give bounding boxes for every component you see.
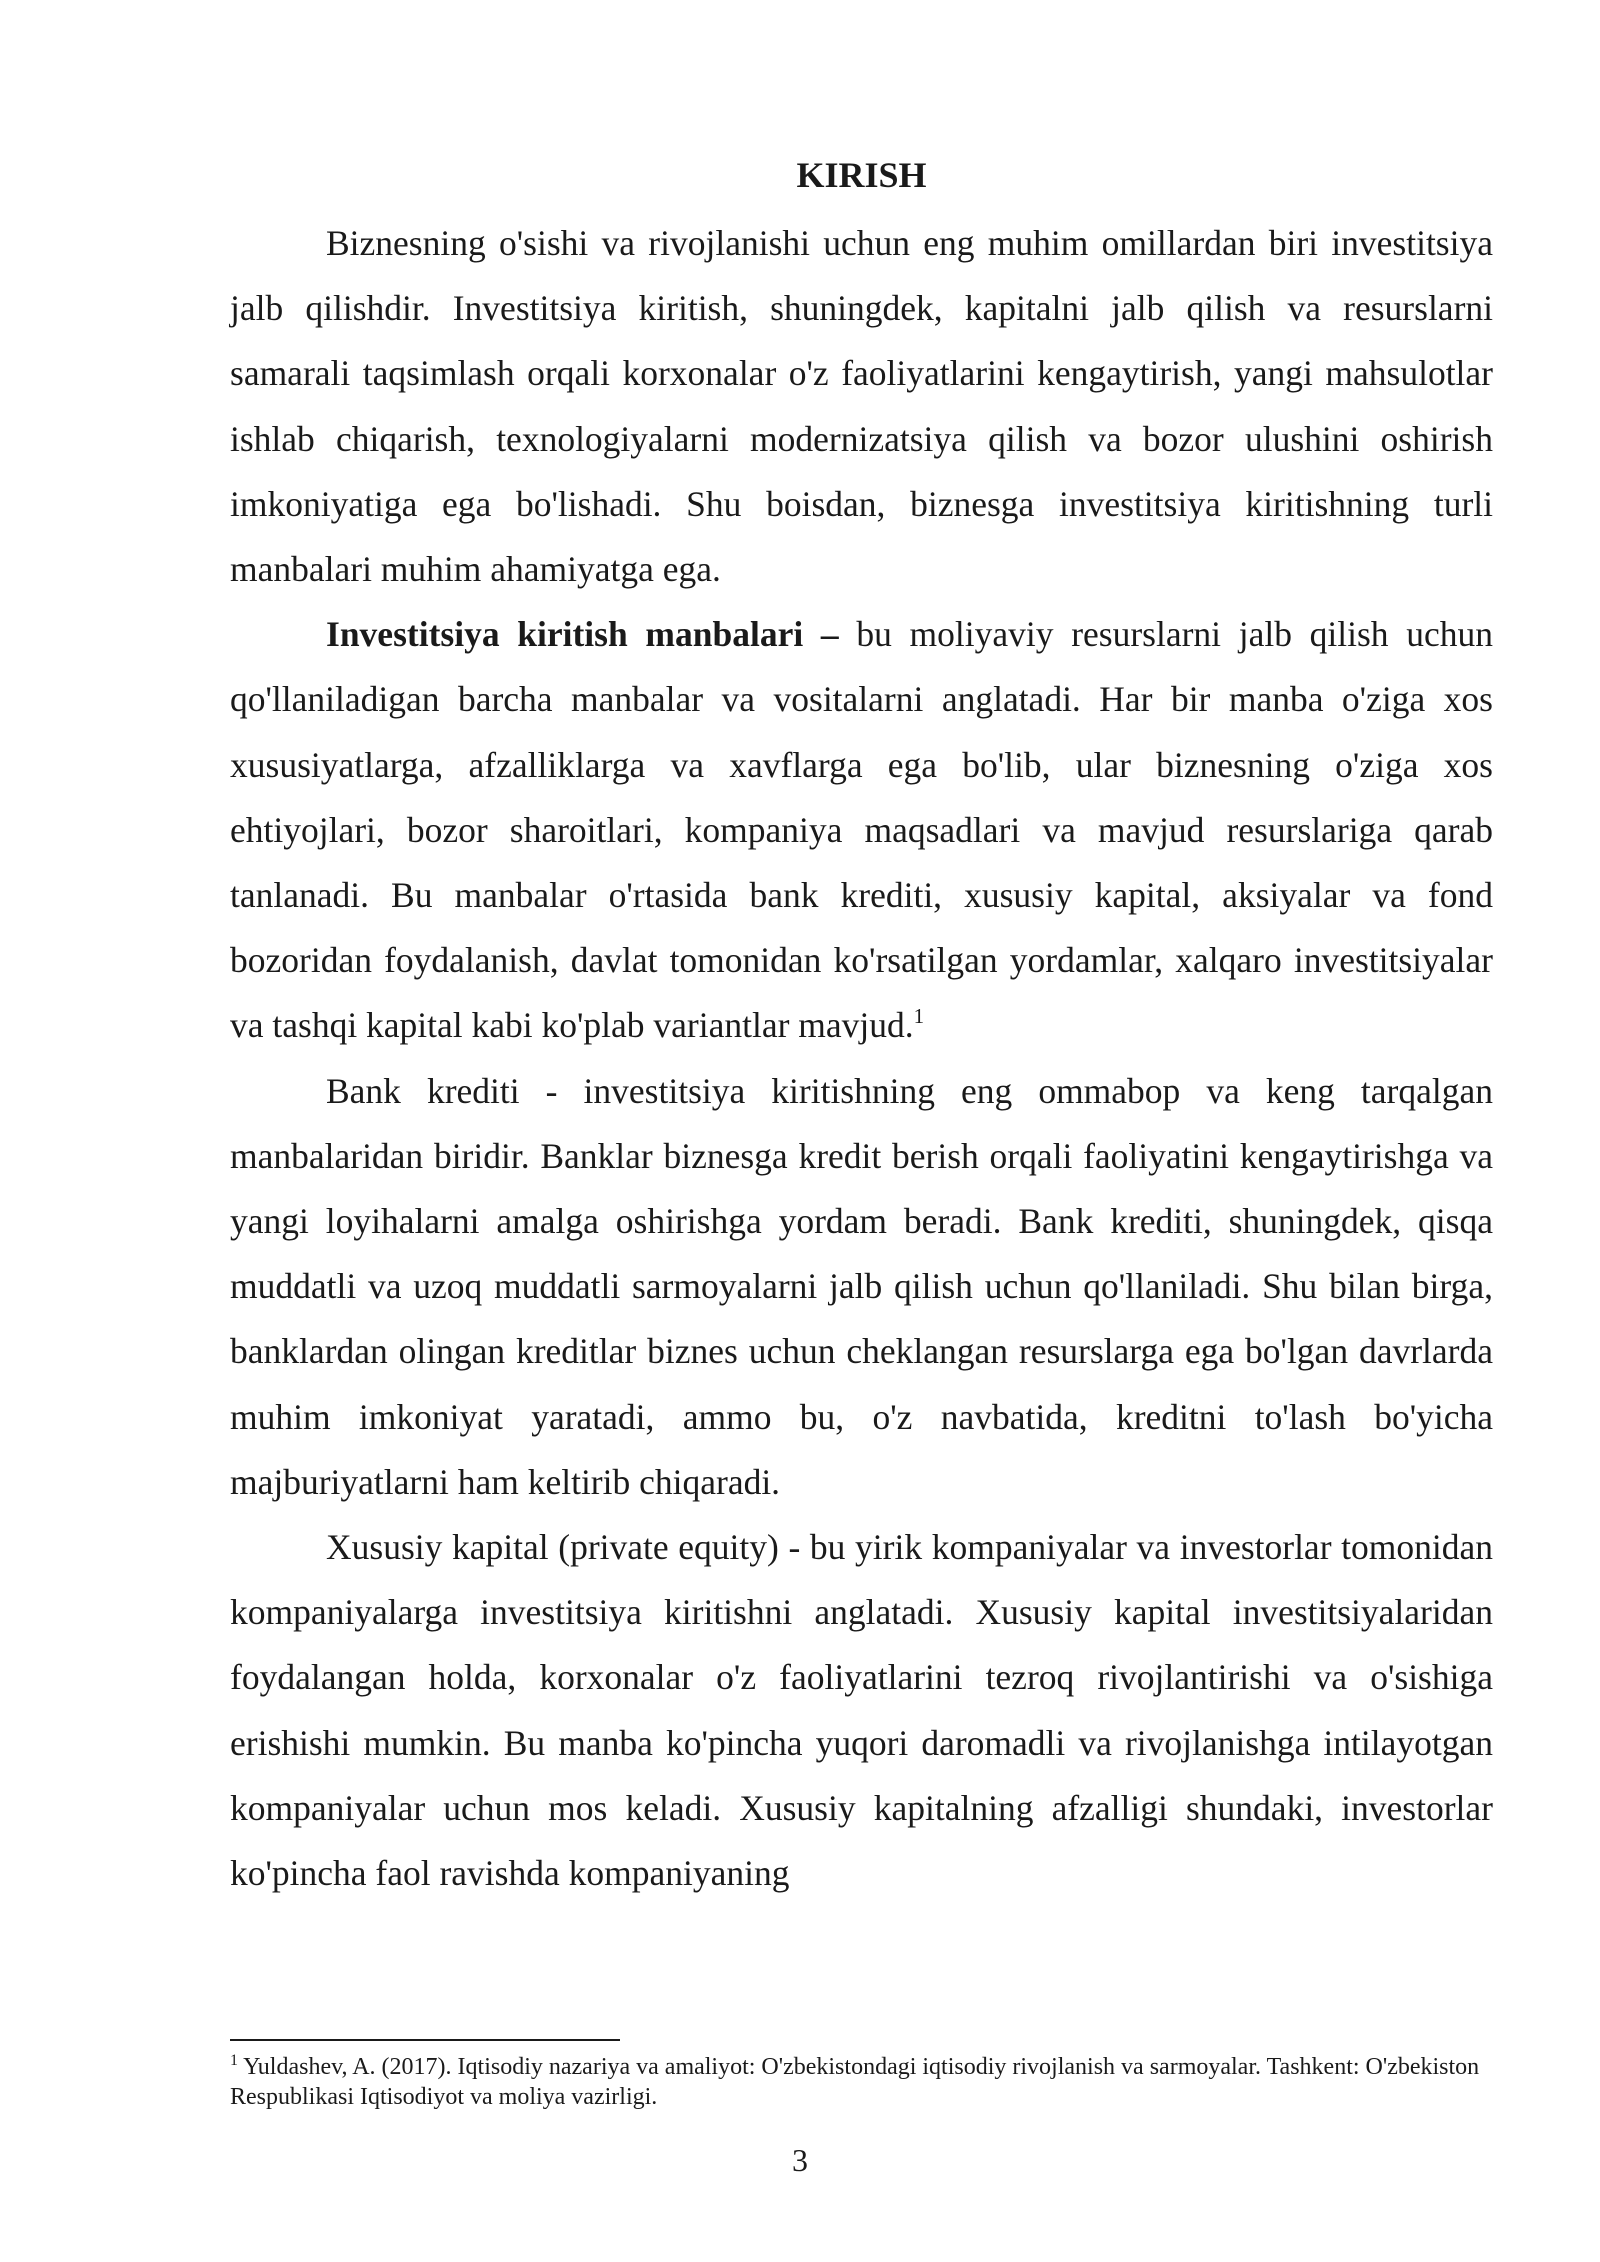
paragraph-intro: Biznesning o'sishi va rivojlanishi uchun eng muhim omillardan biri investitsiya jalb qilishdir. Investitsiya kiritish, shuningdek, kapitalni jalb qilish va resurslarni samarali taqsimlash orqali korxonalar o'z faoliyatlarini kengaytirish, yangi mahsulotlar ishlab chiqarish, texnologiyalarni modernizatsiya qilish va bozor ulushini oshirish imkoniyatiga ega bo'lishadi. Shu boisdan, biznesga investitsiya kiritishning turli manbalari muhim ahamiyatga ega. — [230, 223, 1493, 590]
footnote-reference[interactable]: 1 — [913, 1004, 925, 1029]
footnote-separator — [230, 2039, 620, 2041]
footnote — [230, 2052, 1493, 2112]
footnote-mark: 1 — [230, 2052, 238, 2069]
page-number: 3 — [792, 2142, 808, 2178]
paragraph-investment-sources-text: bu moliyaviy resurslarni jalb qilish uchun qo'llaniladigan barcha manbalar va vositalarni anglatadi. Har bir manba o'ziga xos xususiyatlarga, afzalliklarga va xavflarga ega bo'lib, ular biznesning o'ziga xos ehtiyojlari, bozor sharoitlari, kompaniya maqsadlari va mavjud resurslariga qarab tanlanadi. Bu manbalar o'rtasida bank krediti, xususiy kapital, aksiyalar va fond bozoridan foydalanish, davlat tomonidan ko'rsatilgan yordamlar, xalqaro investitsiyalar va tashqi kapital kabi ko'plab variantlar mavjud. — [230, 614, 1493, 1046]
defined-term: Investitsiya kiritish manbalari – — [326, 614, 839, 655]
paragraph-bank-credit: Bank krediti - investitsiya kiritishning eng ommabop va keng tarqalgan manbalaridan biridir. Banklar biznesga kredit berish orqali faoliyatini kengaytirishga va yangi loyihalarni amalga oshirishga yordam beradi. Bank krediti, shuningdek, qisqa muddatli va uzoq muddatli sarmoyalarni jalb qilish uchun qo'llaniladi. Shu bilan birga, banklardan olingan kreditlar biznes uchun cheklangan resurslarga ega bo'lgan davrlarda muhim imkoniyat yaratadi, ammo bu, o'z navbatida, kreditni to'lash bo'yicha majburiyatlarni ham keltirib chiqaradi. — [230, 1070, 1493, 1502]
paragraph-investment-sources — [230, 602, 1493, 1058]
paragraph-private-equity: Xususiy kapital (private equity) - bu yirik kompaniyalar va investorlar tomonidan kompaniyalarga investitsiya kiritishni anglatadi. Xususiy kapital investitsiyalaridan foydalangan holda, korxonalar o'z faoliyatlarini tezroq rivojlantirishi va o'sishiga erishishi mumkin. Bu manba ko'pincha yuqori daromadli va rivojlanishga intilayotgan kompaniyalar uchun mos keladi. Xususiy kapitalning afzalligi shundaki, investorlar ko'pincha faol ravishda kompaniyaning — [230, 1527, 1493, 1894]
footnote-text: Yuldashev, A. (2017). Iqtisodiy nazariya va amaliyot: O'zbekistondagi iqtisodiy rivojlanish va sarmoyalar. Tashkent: O'zbekiston Respublikasi Iqtisodiyot va moliya vazirligi. — [230, 2054, 1480, 2110]
main-text-block — [230, 145, 1493, 1906]
page-heading: KIRISH — [796, 155, 927, 195]
